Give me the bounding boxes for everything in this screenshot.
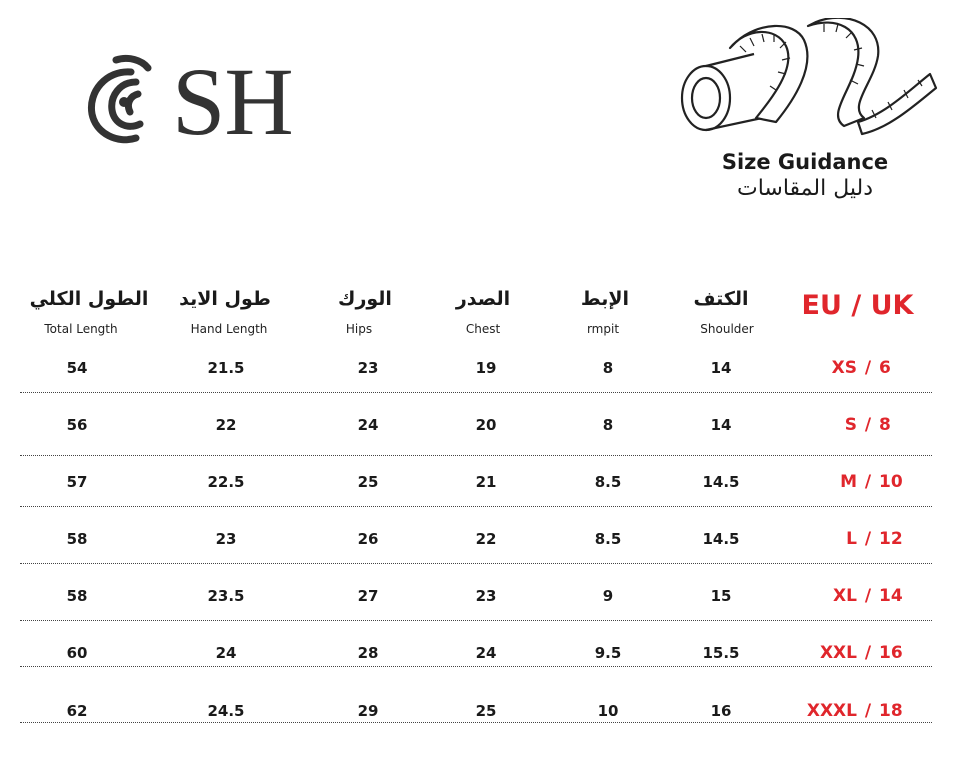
armpit-header-en: rmpit [586,322,620,336]
chest-value: 19 [475,359,497,377]
hips-header-ar: الورك [338,288,392,310]
hand-length-value: 23 [215,530,237,548]
size-label: M / 10 [840,472,903,492]
hand-length-value: 22.5 [207,473,245,491]
row-divider [20,620,932,621]
armpit-value: 8 [602,416,614,434]
brand-logo-text: SH [172,48,293,155]
total-length-value: 60 [66,644,88,662]
armpit-value: 8 [602,359,614,377]
chest-header-ar: الصدر [455,288,511,310]
hips-header-en: Hips [345,322,373,336]
size-column-header: EU / UK [801,290,914,321]
shoulder-value: 14.5 [702,530,740,548]
total-length-value: 58 [66,530,88,548]
shoulder-value: 16 [710,702,732,720]
armpit-value: 8.5 [594,473,622,491]
total-length-value: 54 [66,359,88,377]
row-divider [20,666,932,667]
size-label: XL / 14 [833,586,903,606]
armpit-value: 9.5 [594,644,622,662]
brand-emblem-icon [76,52,172,152]
total-length-value: 57 [66,473,88,491]
shoulder-header-en: Shoulder [700,322,754,336]
table-row [0,410,953,440]
table-row [0,467,953,497]
hand-length-value: 24.5 [207,702,245,720]
chest-value: 21 [475,473,497,491]
size-label: L / 12 [846,529,903,549]
hips-value: 24 [357,416,379,434]
hips-value: 29 [357,702,379,720]
chest-value: 25 [475,702,497,720]
row-divider [20,722,932,723]
hips-value: 25 [357,473,379,491]
hand-length-header-ar: طول الايد [179,288,271,310]
armpit-value: 10 [597,702,619,720]
hand-length-value: 21.5 [207,359,245,377]
chest-value: 20 [475,416,497,434]
row-divider [20,392,932,393]
hips-value: 23 [357,359,379,377]
shoulder-value: 15.5 [702,644,740,662]
table-row [0,353,953,383]
total-length-value: 62 [66,702,88,720]
shoulder-header-ar: الكتف [693,288,749,310]
table-row [0,638,953,668]
chest-value: 22 [475,530,497,548]
hand-length-value: 23.5 [207,587,245,605]
armpit-value: 9 [602,587,614,605]
table-row [0,581,953,611]
size-label: XS / 6 [831,358,891,378]
total-length-value: 58 [66,587,88,605]
row-divider [20,455,932,456]
measuring-tape-icon [676,18,938,138]
size-guidance-title: Size Guidance [721,150,889,174]
chest-header-en: Chest [465,322,501,336]
size-label: S / 8 [844,415,891,435]
chest-value: 24 [475,644,497,662]
armpit-value: 8.5 [594,530,622,548]
hand-length-header-en: Hand Length [190,322,268,336]
table-row [0,524,953,554]
total-length-header-en: Total Length [44,322,118,336]
total-length-header-ar: الطول الكلي [29,288,149,310]
shoulder-value: 14 [710,359,732,377]
row-divider [20,563,932,564]
size-label: XXXL / 18 [806,701,903,721]
shoulder-value: 14 [710,416,732,434]
shoulder-value: 14.5 [702,473,740,491]
hips-value: 26 [357,530,379,548]
size-guidance-title-arabic: دليل المقاسات [736,176,873,201]
shoulder-value: 15 [710,587,732,605]
size-label: XXL / 16 [819,643,903,663]
hand-length-value: 22 [215,416,237,434]
row-divider [20,506,932,507]
hand-length-value: 24 [215,644,237,662]
chest-value: 23 [475,587,497,605]
brand-logo [76,48,316,155]
armpit-header-ar: الإبط [580,288,630,310]
total-length-value: 56 [66,416,88,434]
hips-value: 28 [357,644,379,662]
hips-value: 27 [357,587,379,605]
